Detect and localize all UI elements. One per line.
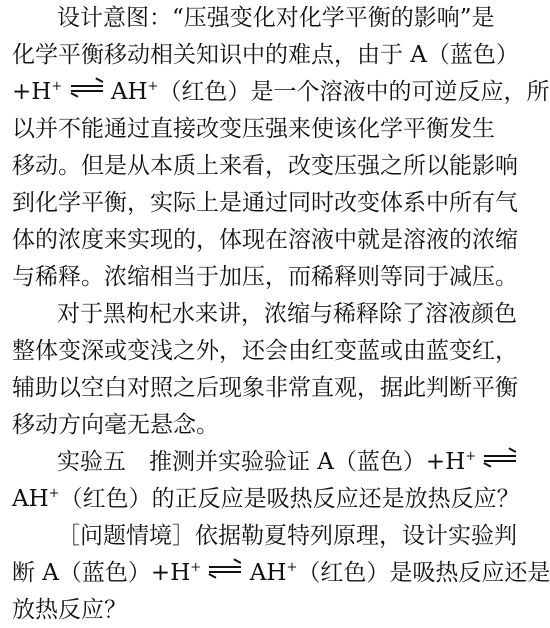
problem-line2: 断 A（蓝色）+H+ AH+（红色）是吸热反应还是 (12, 560, 550, 586)
para1-line6: 到化学平衡，实际上是通过同时改变体系中所有气 (12, 190, 518, 216)
equilibrium-arrow-icon (484, 452, 516, 466)
para1-line7: 体的浓度来实现的，体现在溶液中就是溶液的浓缩 (12, 227, 518, 253)
experiment-line2: AH+（红色）的正反应是吸热反应还是放热反应？ (12, 486, 520, 512)
para2-line4: 移动方向毫无悬念。 (12, 412, 219, 438)
para1-line3: +H+ AH+（红色）是一个溶液中的可逆反应，所 (12, 79, 550, 105)
problem-line3: 放热反应？ (12, 597, 127, 623)
para1-line8: 与稀释。浓缩相当于加压，而稀释则等同于减压。 (12, 264, 518, 290)
experiment-heading: 实验五 推测并实验验证 A（蓝色）+H+ (57, 444, 492, 480)
para1-line4: 以并不能通过直接改变压强来使该化学平衡发生 (12, 116, 495, 142)
equilibrium-arrow-icon (71, 82, 103, 96)
para1-line1: 设计意图：“压强变化对化学平衡的影响”是 (57, 5, 495, 31)
problem-line1: ［问题情境］依据勒夏特列原理，设计实验判 (57, 523, 517, 549)
equilibrium-arrow-icon (209, 563, 241, 577)
para1-line5: 移动。但是从本质上来看，改变压强之所以能影响 (12, 153, 518, 179)
para1-line2: 化学平衡移动相关知识中的难点，由于 A（蓝色） (12, 42, 519, 68)
para2-line2: 整体变深或变浅之外，还会由红变蓝或由蓝变红， (12, 338, 518, 364)
para2-line1: 对于黑枸杞水来讲，浓缩与稀释除了溶液颜色 (57, 301, 517, 327)
para2-line3: 辅助以空白对照之后现象非常直观，据此判断平衡 (12, 375, 518, 401)
